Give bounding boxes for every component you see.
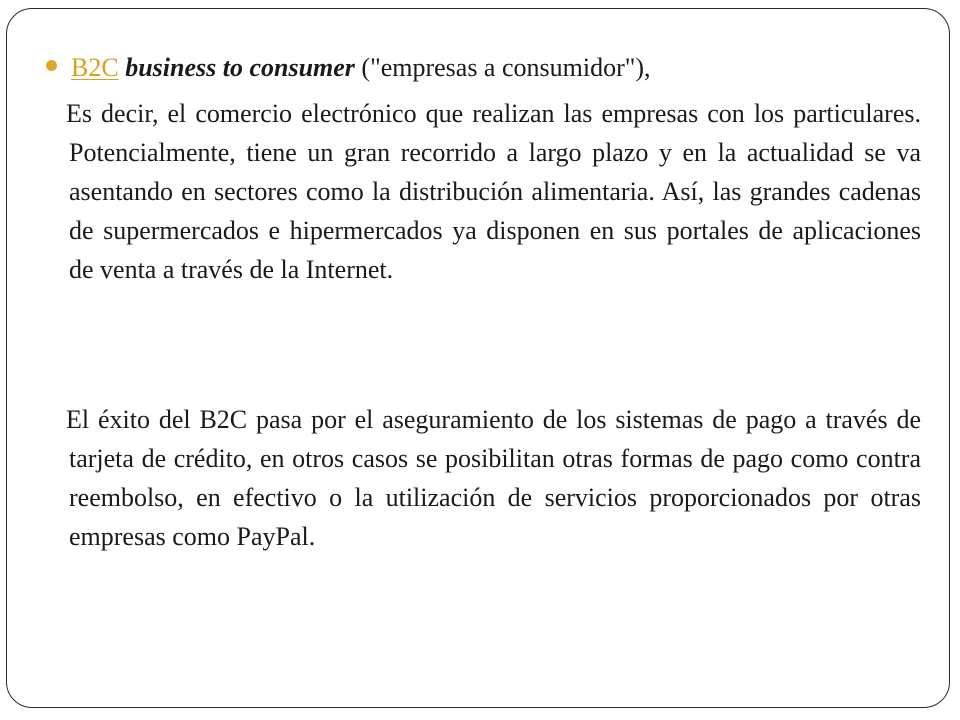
b2c-term: business to consumer	[125, 53, 355, 82]
bullet-text	[71, 48, 651, 87]
paragraph-definition: Es decir, el comercio electrónico que realizan las empresas con los particulares. Potencialmente, tiene un gran recorrido a largo plazo y en la actualidad se va asentando en sectores como la distribución alimentaria. Así, las grandes cadenas de supermercados e hipermercados ya disponen en sus portales de aplicaciones de venta a través de la Internet.	[66, 99, 921, 284]
paragraph-success: El éxito del B2C pasa por el aseguramiento de los sistemas de pago a través de tarjeta de crédito, en otros casos se posibilitan otras formas de pago como contra reembolso, en efectivo o la utilización de servicios proporcionados por otras empresas como PayPal.	[66, 405, 921, 551]
b2c-translation: ("empresas a consumidor"),	[354, 53, 651, 82]
bullet-dot-icon	[46, 60, 57, 71]
b2c-link[interactable]: B2C	[71, 53, 119, 82]
